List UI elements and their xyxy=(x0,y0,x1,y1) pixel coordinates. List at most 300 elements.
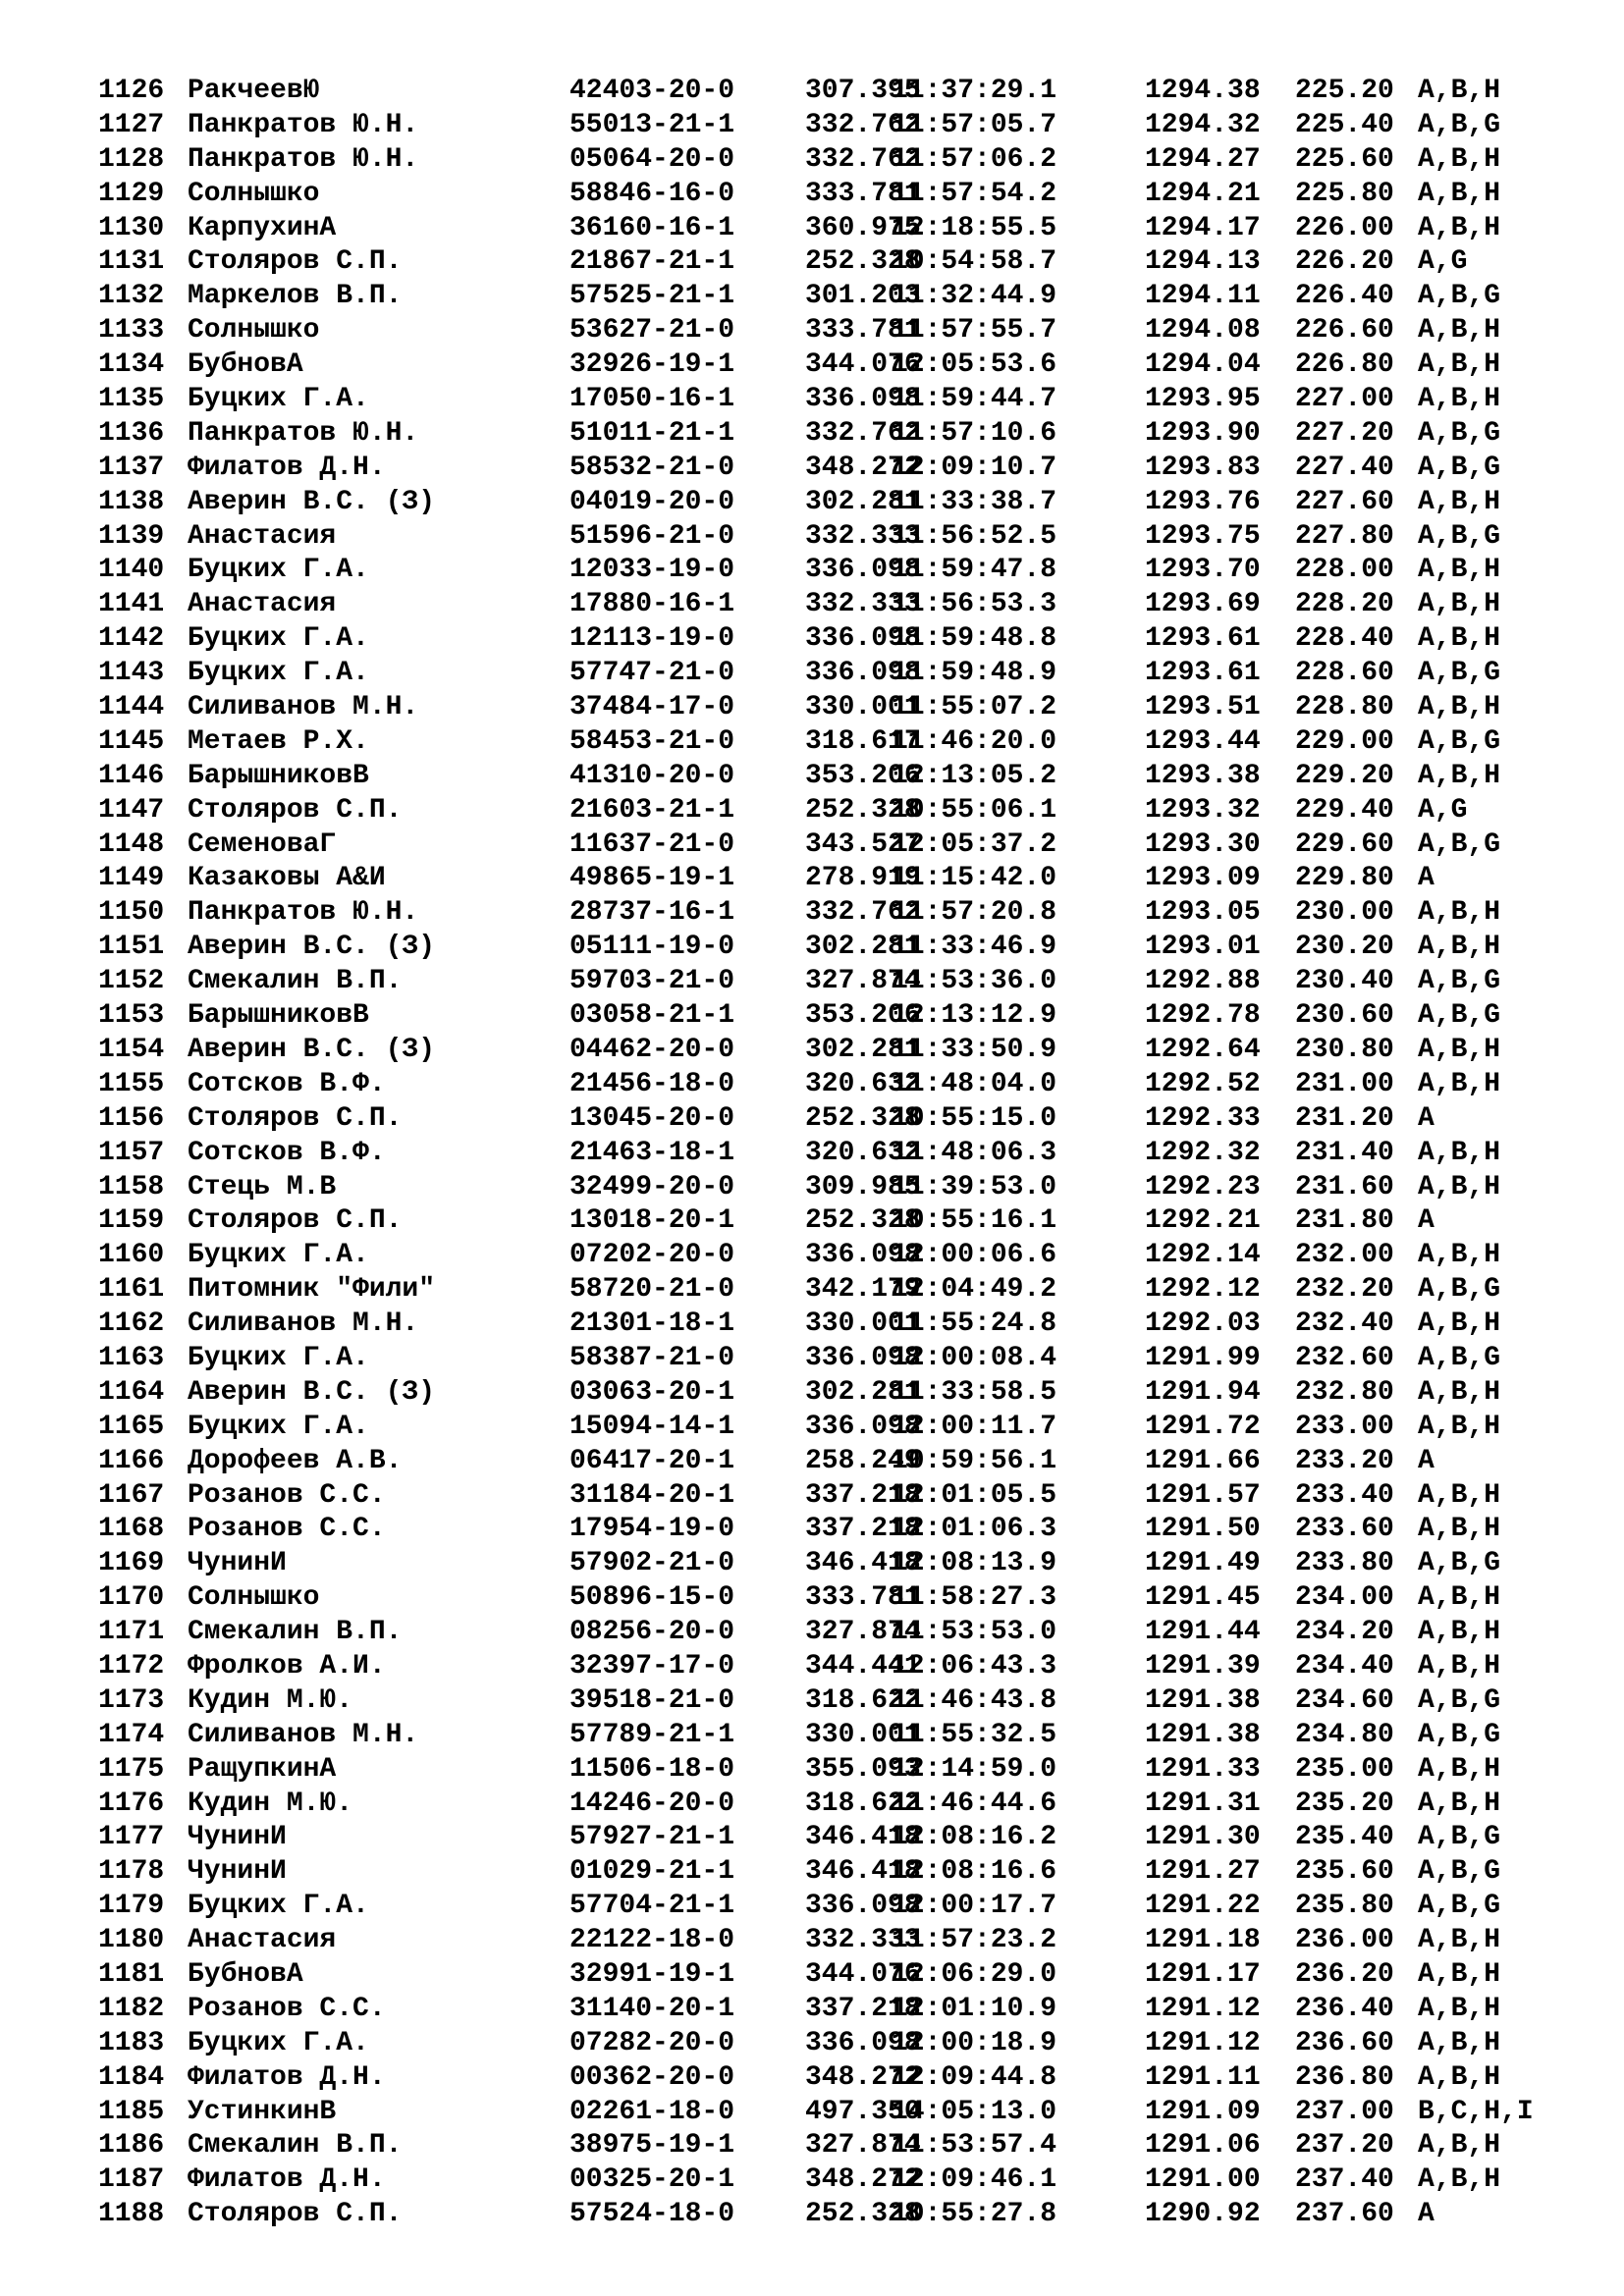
points: 234.80 xyxy=(1295,1719,1394,1750)
fancier-name: Панкратов Ю.Н. xyxy=(188,417,419,449)
distance: 348.272 xyxy=(805,2061,921,2093)
ring-number: 57525-21-1 xyxy=(569,281,735,312)
arrival-time: 11:33:50.9 xyxy=(892,1034,1057,1065)
arrival-time: 12:09:44.8 xyxy=(892,2061,1057,2093)
distance: 336.098 xyxy=(805,384,921,415)
distance: 344.441 xyxy=(805,1650,921,1682)
row-number: 1171 xyxy=(98,1617,165,1648)
classes: A,B,H xyxy=(1418,1376,1501,1408)
fancier-name: ЧунинИ xyxy=(188,1548,287,1579)
arrival-time: 11:46:44.6 xyxy=(892,1788,1057,1819)
distance: 336.098 xyxy=(805,1342,921,1373)
classes: A,B,H xyxy=(1418,143,1501,175)
fancier-name: Буцких Г.А. xyxy=(188,384,369,415)
classes: A,B,G xyxy=(1418,109,1501,140)
ring-number: 08256-20-0 xyxy=(569,1617,735,1648)
row-number: 1127 xyxy=(98,109,165,140)
ring-number: 21301-18-1 xyxy=(569,1308,735,1340)
fancier-name: БарышниковВ xyxy=(188,1000,369,1032)
points: 233.40 xyxy=(1295,1479,1394,1511)
row-number: 1138 xyxy=(98,486,165,517)
row-number: 1176 xyxy=(98,1788,165,1819)
speed: 1291.45 xyxy=(1145,1582,1261,1614)
speed: 1293.01 xyxy=(1145,932,1261,963)
arrival-time: 10:55:15.0 xyxy=(892,1102,1057,1134)
points: 231.00 xyxy=(1295,1068,1394,1099)
distance: 343.527 xyxy=(805,828,921,860)
speed: 1291.12 xyxy=(1145,2027,1261,2058)
points: 227.20 xyxy=(1295,417,1394,449)
fancier-name: Панкратов Ю.Н. xyxy=(188,109,419,140)
points: 229.00 xyxy=(1295,725,1394,757)
points: 237.40 xyxy=(1295,2164,1394,2196)
points: 237.00 xyxy=(1295,2096,1394,2127)
speed: 1293.75 xyxy=(1145,520,1261,552)
distance: 497.350 xyxy=(805,2096,921,2127)
classes: A xyxy=(1418,2199,1435,2230)
arrival-time: 12:06:29.0 xyxy=(892,1958,1057,1990)
distance: 327.874 xyxy=(805,1617,921,1648)
fancier-name: Казаковы А&И xyxy=(188,863,386,894)
fancier-name: Аверин В.С. (З) xyxy=(188,1034,436,1065)
speed: 1294.21 xyxy=(1145,178,1261,209)
row-number: 1144 xyxy=(98,692,165,723)
ring-number: 55013-21-1 xyxy=(569,109,735,140)
points: 228.60 xyxy=(1295,658,1394,689)
row-number: 1136 xyxy=(98,417,165,449)
speed: 1291.72 xyxy=(1145,1411,1261,1442)
speed: 1291.33 xyxy=(1145,1753,1261,1785)
distance: 330.001 xyxy=(805,692,921,723)
arrival-time: 11:57:06.2 xyxy=(892,143,1057,175)
fancier-name: Буцких Г.А. xyxy=(188,2027,369,2058)
row-number: 1187 xyxy=(98,2164,165,2196)
points: 236.80 xyxy=(1295,2061,1394,2093)
speed: 1292.52 xyxy=(1145,1068,1261,1099)
row-number: 1146 xyxy=(98,760,165,791)
classes: A,B,G xyxy=(1418,725,1501,757)
distance: 336.098 xyxy=(805,1411,921,1442)
points: 229.40 xyxy=(1295,794,1394,826)
arrival-time: 10:55:27.8 xyxy=(892,2199,1057,2230)
classes: A,B,H xyxy=(1418,2061,1501,2093)
arrival-time: 12:04:49.2 xyxy=(892,1274,1057,1306)
points: 226.40 xyxy=(1295,281,1394,312)
row-number: 1135 xyxy=(98,384,165,415)
classes: A,B,G xyxy=(1418,966,1501,997)
arrival-time: 11:37:29.1 xyxy=(892,76,1057,106)
ring-number: 49865-19-1 xyxy=(569,863,735,894)
distance: 252.328 xyxy=(805,1205,921,1237)
fancier-name: Смекалин В.П. xyxy=(188,2130,403,2162)
speed: 1294.13 xyxy=(1145,246,1261,278)
fancier-name: Филатов Д.Н. xyxy=(188,2061,386,2093)
fancier-name: Столяров С.П. xyxy=(188,1205,403,1237)
points: 226.60 xyxy=(1295,315,1394,347)
speed: 1291.38 xyxy=(1145,1684,1261,1716)
row-number: 1150 xyxy=(98,897,165,929)
fancier-name: Розанов С.С. xyxy=(188,1479,386,1511)
distance: 318.622 xyxy=(805,1788,921,1819)
classes: A,B,H xyxy=(1418,2130,1501,2162)
ring-number: 04462-20-0 xyxy=(569,1034,735,1065)
points: 228.80 xyxy=(1295,692,1394,723)
classes: A,B,H xyxy=(1418,1650,1501,1682)
arrival-time: 14:05:13.0 xyxy=(892,2096,1057,2127)
row-number: 1175 xyxy=(98,1753,165,1785)
speed: 1294.04 xyxy=(1145,349,1261,381)
distance: 320.632 xyxy=(805,1068,921,1099)
ring-number: 32499-20-0 xyxy=(569,1171,735,1202)
distance: 330.001 xyxy=(805,1719,921,1750)
arrival-time: 11:57:55.7 xyxy=(892,315,1057,347)
arrival-time: 11:59:47.8 xyxy=(892,555,1057,586)
arrival-time: 10:59:56.1 xyxy=(892,1445,1057,1476)
classes: A,B,G xyxy=(1418,1000,1501,1032)
distance: 332.762 xyxy=(805,417,921,449)
fancier-name: Филатов Д.Н. xyxy=(188,452,386,483)
speed: 1294.27 xyxy=(1145,143,1261,175)
arrival-time: 12:18:55.5 xyxy=(892,212,1057,243)
row-number: 1169 xyxy=(98,1548,165,1579)
points: 231.60 xyxy=(1295,1171,1394,1202)
arrival-time: 12:13:05.2 xyxy=(892,760,1057,791)
row-number: 1154 xyxy=(98,1034,165,1065)
speed: 1293.32 xyxy=(1145,794,1261,826)
speed: 1292.78 xyxy=(1145,1000,1261,1032)
distance: 332.762 xyxy=(805,109,921,140)
row-number: 1134 xyxy=(98,349,165,381)
classes: A,B,G xyxy=(1418,1856,1501,1888)
fancier-name: КарпухинА xyxy=(188,212,337,243)
speed: 1293.61 xyxy=(1145,623,1261,655)
distance: 332.333 xyxy=(805,1925,921,1956)
distance: 348.272 xyxy=(805,452,921,483)
classes: A,B,H xyxy=(1418,76,1501,106)
fancier-name: УстинкинВ xyxy=(188,2096,337,2127)
distance: 337.218 xyxy=(805,1479,921,1511)
classes: A,B,G xyxy=(1418,1684,1501,1716)
speed: 1293.61 xyxy=(1145,658,1261,689)
speed: 1293.05 xyxy=(1145,897,1261,929)
points: 236.00 xyxy=(1295,1925,1394,1956)
row-number: 1151 xyxy=(98,932,165,963)
arrival-time: 11:55:07.2 xyxy=(892,692,1057,723)
row-number: 1152 xyxy=(98,966,165,997)
row-number: 1168 xyxy=(98,1514,165,1545)
arrival-time: 11:33:58.5 xyxy=(892,1376,1057,1408)
ring-number: 28737-16-1 xyxy=(569,897,735,929)
points: 225.80 xyxy=(1295,178,1394,209)
fancier-name: Силиванов М.Н. xyxy=(188,1719,419,1750)
distance: 336.098 xyxy=(805,623,921,655)
row-number: 1182 xyxy=(98,1993,165,2024)
points: 236.20 xyxy=(1295,1958,1394,1990)
ring-number: 07202-20-0 xyxy=(569,1240,735,1271)
fancier-name: Буцких Г.А. xyxy=(188,1891,369,1922)
points: 228.00 xyxy=(1295,555,1394,586)
arrival-time: 11:57:54.2 xyxy=(892,178,1057,209)
ring-number: 32991-19-1 xyxy=(569,1958,735,1990)
arrival-time: 12:05:53.6 xyxy=(892,349,1057,381)
ring-number: 32397-17-0 xyxy=(569,1650,735,1682)
classes: A,B,H xyxy=(1418,315,1501,347)
fancier-name: Буцких Г.А. xyxy=(188,555,369,586)
fancier-name: РащупкинА xyxy=(188,1753,337,1785)
arrival-time: 11:46:20.0 xyxy=(892,725,1057,757)
points: 227.80 xyxy=(1295,520,1394,552)
fancier-name: Розанов С.С. xyxy=(188,1993,386,2024)
points: 233.20 xyxy=(1295,1445,1394,1476)
points: 230.40 xyxy=(1295,966,1394,997)
row-number: 1147 xyxy=(98,794,165,826)
speed: 1291.49 xyxy=(1145,1548,1261,1579)
fancier-name: Питомник "Фили" xyxy=(188,1274,436,1306)
arrival-time: 11:53:36.0 xyxy=(892,966,1057,997)
points: 227.00 xyxy=(1295,384,1394,415)
classes: A,B,G xyxy=(1418,1548,1501,1579)
distance: 332.762 xyxy=(805,897,921,929)
fancier-name: Солнышко xyxy=(188,315,320,347)
ring-number: 31184-20-1 xyxy=(569,1479,735,1511)
points: 227.60 xyxy=(1295,486,1394,517)
classes: A,B,G xyxy=(1418,1719,1501,1750)
speed: 1291.22 xyxy=(1145,1891,1261,1922)
classes: A,B,H xyxy=(1418,212,1501,243)
ring-number: 17050-16-1 xyxy=(569,384,735,415)
ring-number: 58387-21-0 xyxy=(569,1342,735,1373)
row-number: 1131 xyxy=(98,246,165,278)
speed: 1294.38 xyxy=(1145,76,1261,106)
distance: 336.098 xyxy=(805,555,921,586)
ring-number: 03063-20-1 xyxy=(569,1376,735,1408)
classes: A,B,H xyxy=(1418,1753,1501,1785)
arrival-time: 10:55:16.1 xyxy=(892,1205,1057,1237)
fancier-name: БарышниковВ xyxy=(188,760,369,791)
row-number: 1155 xyxy=(98,1068,165,1099)
points: 236.40 xyxy=(1295,1993,1394,2024)
classes: A,B,H xyxy=(1418,1582,1501,1614)
ring-number: 04019-20-0 xyxy=(569,486,735,517)
distance: 302.281 xyxy=(805,486,921,517)
ring-number: 05064-20-0 xyxy=(569,143,735,175)
speed: 1293.38 xyxy=(1145,760,1261,791)
arrival-time: 12:01:10.9 xyxy=(892,1993,1057,2024)
fancier-name: Сотсков В.Ф. xyxy=(188,1068,386,1099)
arrival-time: 11:48:06.3 xyxy=(892,1137,1057,1168)
row-number: 1157 xyxy=(98,1137,165,1168)
distance: 336.098 xyxy=(805,2027,921,2058)
row-number: 1128 xyxy=(98,143,165,175)
arrival-time: 12:00:18.9 xyxy=(892,2027,1057,2058)
ring-number: 15094-14-1 xyxy=(569,1411,735,1442)
classes: A,B,H xyxy=(1418,1137,1501,1168)
speed: 1293.09 xyxy=(1145,863,1261,894)
ring-number: 13045-20-0 xyxy=(569,1102,735,1134)
arrival-time: 11:59:44.7 xyxy=(892,384,1057,415)
fancier-name: Столяров С.П. xyxy=(188,1102,403,1134)
classes: A,B,G xyxy=(1418,281,1501,312)
classes: A,B,H xyxy=(1418,486,1501,517)
distance: 318.617 xyxy=(805,725,921,757)
points: 229.80 xyxy=(1295,863,1394,894)
points: 232.80 xyxy=(1295,1376,1394,1408)
row-number: 1172 xyxy=(98,1650,165,1682)
points: 232.60 xyxy=(1295,1342,1394,1373)
speed: 1292.64 xyxy=(1145,1034,1261,1065)
distance: 355.093 xyxy=(805,1753,921,1785)
arrival-time: 11:57:20.8 xyxy=(892,897,1057,929)
distance: 320.632 xyxy=(805,1137,921,1168)
arrival-time: 11:39:53.0 xyxy=(892,1171,1057,1202)
ring-number: 57524-18-0 xyxy=(569,2199,735,2230)
speed: 1292.21 xyxy=(1145,1205,1261,1237)
speed: 1291.99 xyxy=(1145,1342,1261,1373)
arrival-time: 11:53:53.0 xyxy=(892,1617,1057,1648)
speed: 1291.17 xyxy=(1145,1958,1261,1990)
fancier-name: Силиванов М.Н. xyxy=(188,1308,419,1340)
row-number: 1153 xyxy=(98,1000,165,1032)
distance: 332.333 xyxy=(805,520,921,552)
row-number: 1177 xyxy=(98,1822,165,1853)
classes: A,B,H xyxy=(1418,1514,1501,1545)
classes: A,B,H xyxy=(1418,1479,1501,1511)
speed: 1294.32 xyxy=(1145,109,1261,140)
arrival-time: 12:01:05.5 xyxy=(892,1479,1057,1511)
distance: 344.076 xyxy=(805,349,921,381)
ring-number: 22122-18-0 xyxy=(569,1925,735,1956)
arrival-time: 12:06:43.3 xyxy=(892,1650,1057,1682)
classes: A,B,H xyxy=(1418,932,1501,963)
distance: 336.098 xyxy=(805,1891,921,1922)
ring-number: 14246-20-0 xyxy=(569,1788,735,1819)
row-number: 1137 xyxy=(98,452,165,483)
fancier-name: БубновА xyxy=(188,1958,303,1990)
ring-number: 41310-20-0 xyxy=(569,760,735,791)
ring-number: 51596-21-0 xyxy=(569,520,735,552)
row-number: 1165 xyxy=(98,1411,165,1442)
points: 230.60 xyxy=(1295,1000,1394,1032)
ring-number: 17954-19-0 xyxy=(569,1514,735,1545)
classes: A,B,G xyxy=(1418,417,1501,449)
row-number: 1132 xyxy=(98,281,165,312)
points: 235.00 xyxy=(1295,1753,1394,1785)
arrival-time: 11:59:48.8 xyxy=(892,623,1057,655)
arrival-time: 10:54:58.7 xyxy=(892,246,1057,278)
distance: 252.328 xyxy=(805,246,921,278)
classes: A,B,G xyxy=(1418,1891,1501,1922)
classes: A,B,H xyxy=(1418,555,1501,586)
ring-number: 50896-15-0 xyxy=(569,1582,735,1614)
fancier-name: Фролков А.И. xyxy=(188,1650,386,1682)
ring-number: 42403-20-0 xyxy=(569,76,735,106)
ring-number: 53627-21-0 xyxy=(569,315,735,347)
ring-number: 21867-21-1 xyxy=(569,246,735,278)
distance: 252.328 xyxy=(805,794,921,826)
row-number: 1178 xyxy=(98,1856,165,1888)
row-number: 1139 xyxy=(98,520,165,552)
points: 225.40 xyxy=(1295,109,1394,140)
distance: 348.272 xyxy=(805,2164,921,2196)
classes: A,B,H xyxy=(1418,1308,1501,1340)
ring-number: 03058-21-1 xyxy=(569,1000,735,1032)
points: 225.20 xyxy=(1295,76,1394,106)
fancier-name: Аверин В.С. (З) xyxy=(188,1376,436,1408)
speed: 1292.33 xyxy=(1145,1102,1261,1134)
fancier-name: СеменоваГ xyxy=(188,828,337,860)
ring-number: 57747-21-0 xyxy=(569,658,735,689)
ring-number: 59703-21-0 xyxy=(569,966,735,997)
points: 237.60 xyxy=(1295,2199,1394,2230)
points: 234.40 xyxy=(1295,1650,1394,1682)
distance: 278.919 xyxy=(805,863,921,894)
classes: A,B,H xyxy=(1418,692,1501,723)
points: 232.40 xyxy=(1295,1308,1394,1340)
distance: 252.328 xyxy=(805,1102,921,1134)
arrival-time: 11:56:53.3 xyxy=(892,589,1057,620)
fancier-name: Панкратов Ю.Н. xyxy=(188,897,419,929)
points: 232.20 xyxy=(1295,1274,1394,1306)
fancier-name: Смекалин В.П. xyxy=(188,1617,403,1648)
classes: A,G xyxy=(1418,794,1468,826)
ring-number: 11637-21-0 xyxy=(569,828,735,860)
points: 235.60 xyxy=(1295,1856,1394,1888)
row-number: 1173 xyxy=(98,1684,165,1716)
arrival-time: 12:13:12.9 xyxy=(892,1000,1057,1032)
classes: A xyxy=(1418,863,1435,894)
ring-number: 36160-16-1 xyxy=(569,212,735,243)
ring-number: 00362-20-0 xyxy=(569,2061,735,2093)
speed: 1292.23 xyxy=(1145,1171,1261,1202)
ring-number: 39518-21-0 xyxy=(569,1684,735,1716)
ring-number: 12113-19-0 xyxy=(569,623,735,655)
speed: 1292.14 xyxy=(1145,1240,1261,1271)
points: 237.20 xyxy=(1295,2130,1394,2162)
row-number: 1174 xyxy=(98,1719,165,1750)
ring-number: 37484-17-0 xyxy=(569,692,735,723)
speed: 1291.94 xyxy=(1145,1376,1261,1408)
distance: 360.975 xyxy=(805,212,921,243)
arrival-time: 12:14:59.0 xyxy=(892,1753,1057,1785)
speed: 1290.92 xyxy=(1145,2199,1261,2230)
speed: 1291.57 xyxy=(1145,1479,1261,1511)
points: 230.00 xyxy=(1295,897,1394,929)
fancier-name: Метаев Р.Х. xyxy=(188,725,369,757)
fancier-name: Буцких Г.А. xyxy=(188,623,369,655)
ring-number: 57927-21-1 xyxy=(569,1822,735,1853)
distance: 301.203 xyxy=(805,281,921,312)
arrival-time: 11:57:23.2 xyxy=(892,1925,1057,1956)
points: 229.20 xyxy=(1295,760,1394,791)
classes: A,B,H xyxy=(1418,1958,1501,1990)
arrival-time: 11:48:04.0 xyxy=(892,1068,1057,1099)
points: 226.20 xyxy=(1295,246,1394,278)
row-number: 1162 xyxy=(98,1308,165,1340)
speed: 1291.27 xyxy=(1145,1856,1261,1888)
row-number: 1129 xyxy=(98,178,165,209)
classes: A,B,H xyxy=(1418,349,1501,381)
distance: 337.218 xyxy=(805,1993,921,2024)
classes: A,B,H xyxy=(1418,1068,1501,1099)
ring-number: 06417-20-1 xyxy=(569,1445,735,1476)
arrival-time: 12:09:46.1 xyxy=(892,2164,1057,2196)
classes: A,B,H xyxy=(1418,1925,1501,1956)
arrival-time: 11:55:32.5 xyxy=(892,1719,1057,1750)
row-number: 1166 xyxy=(98,1445,165,1476)
row-number: 1170 xyxy=(98,1582,165,1614)
row-number: 1143 xyxy=(98,658,165,689)
row-number: 1163 xyxy=(98,1342,165,1373)
